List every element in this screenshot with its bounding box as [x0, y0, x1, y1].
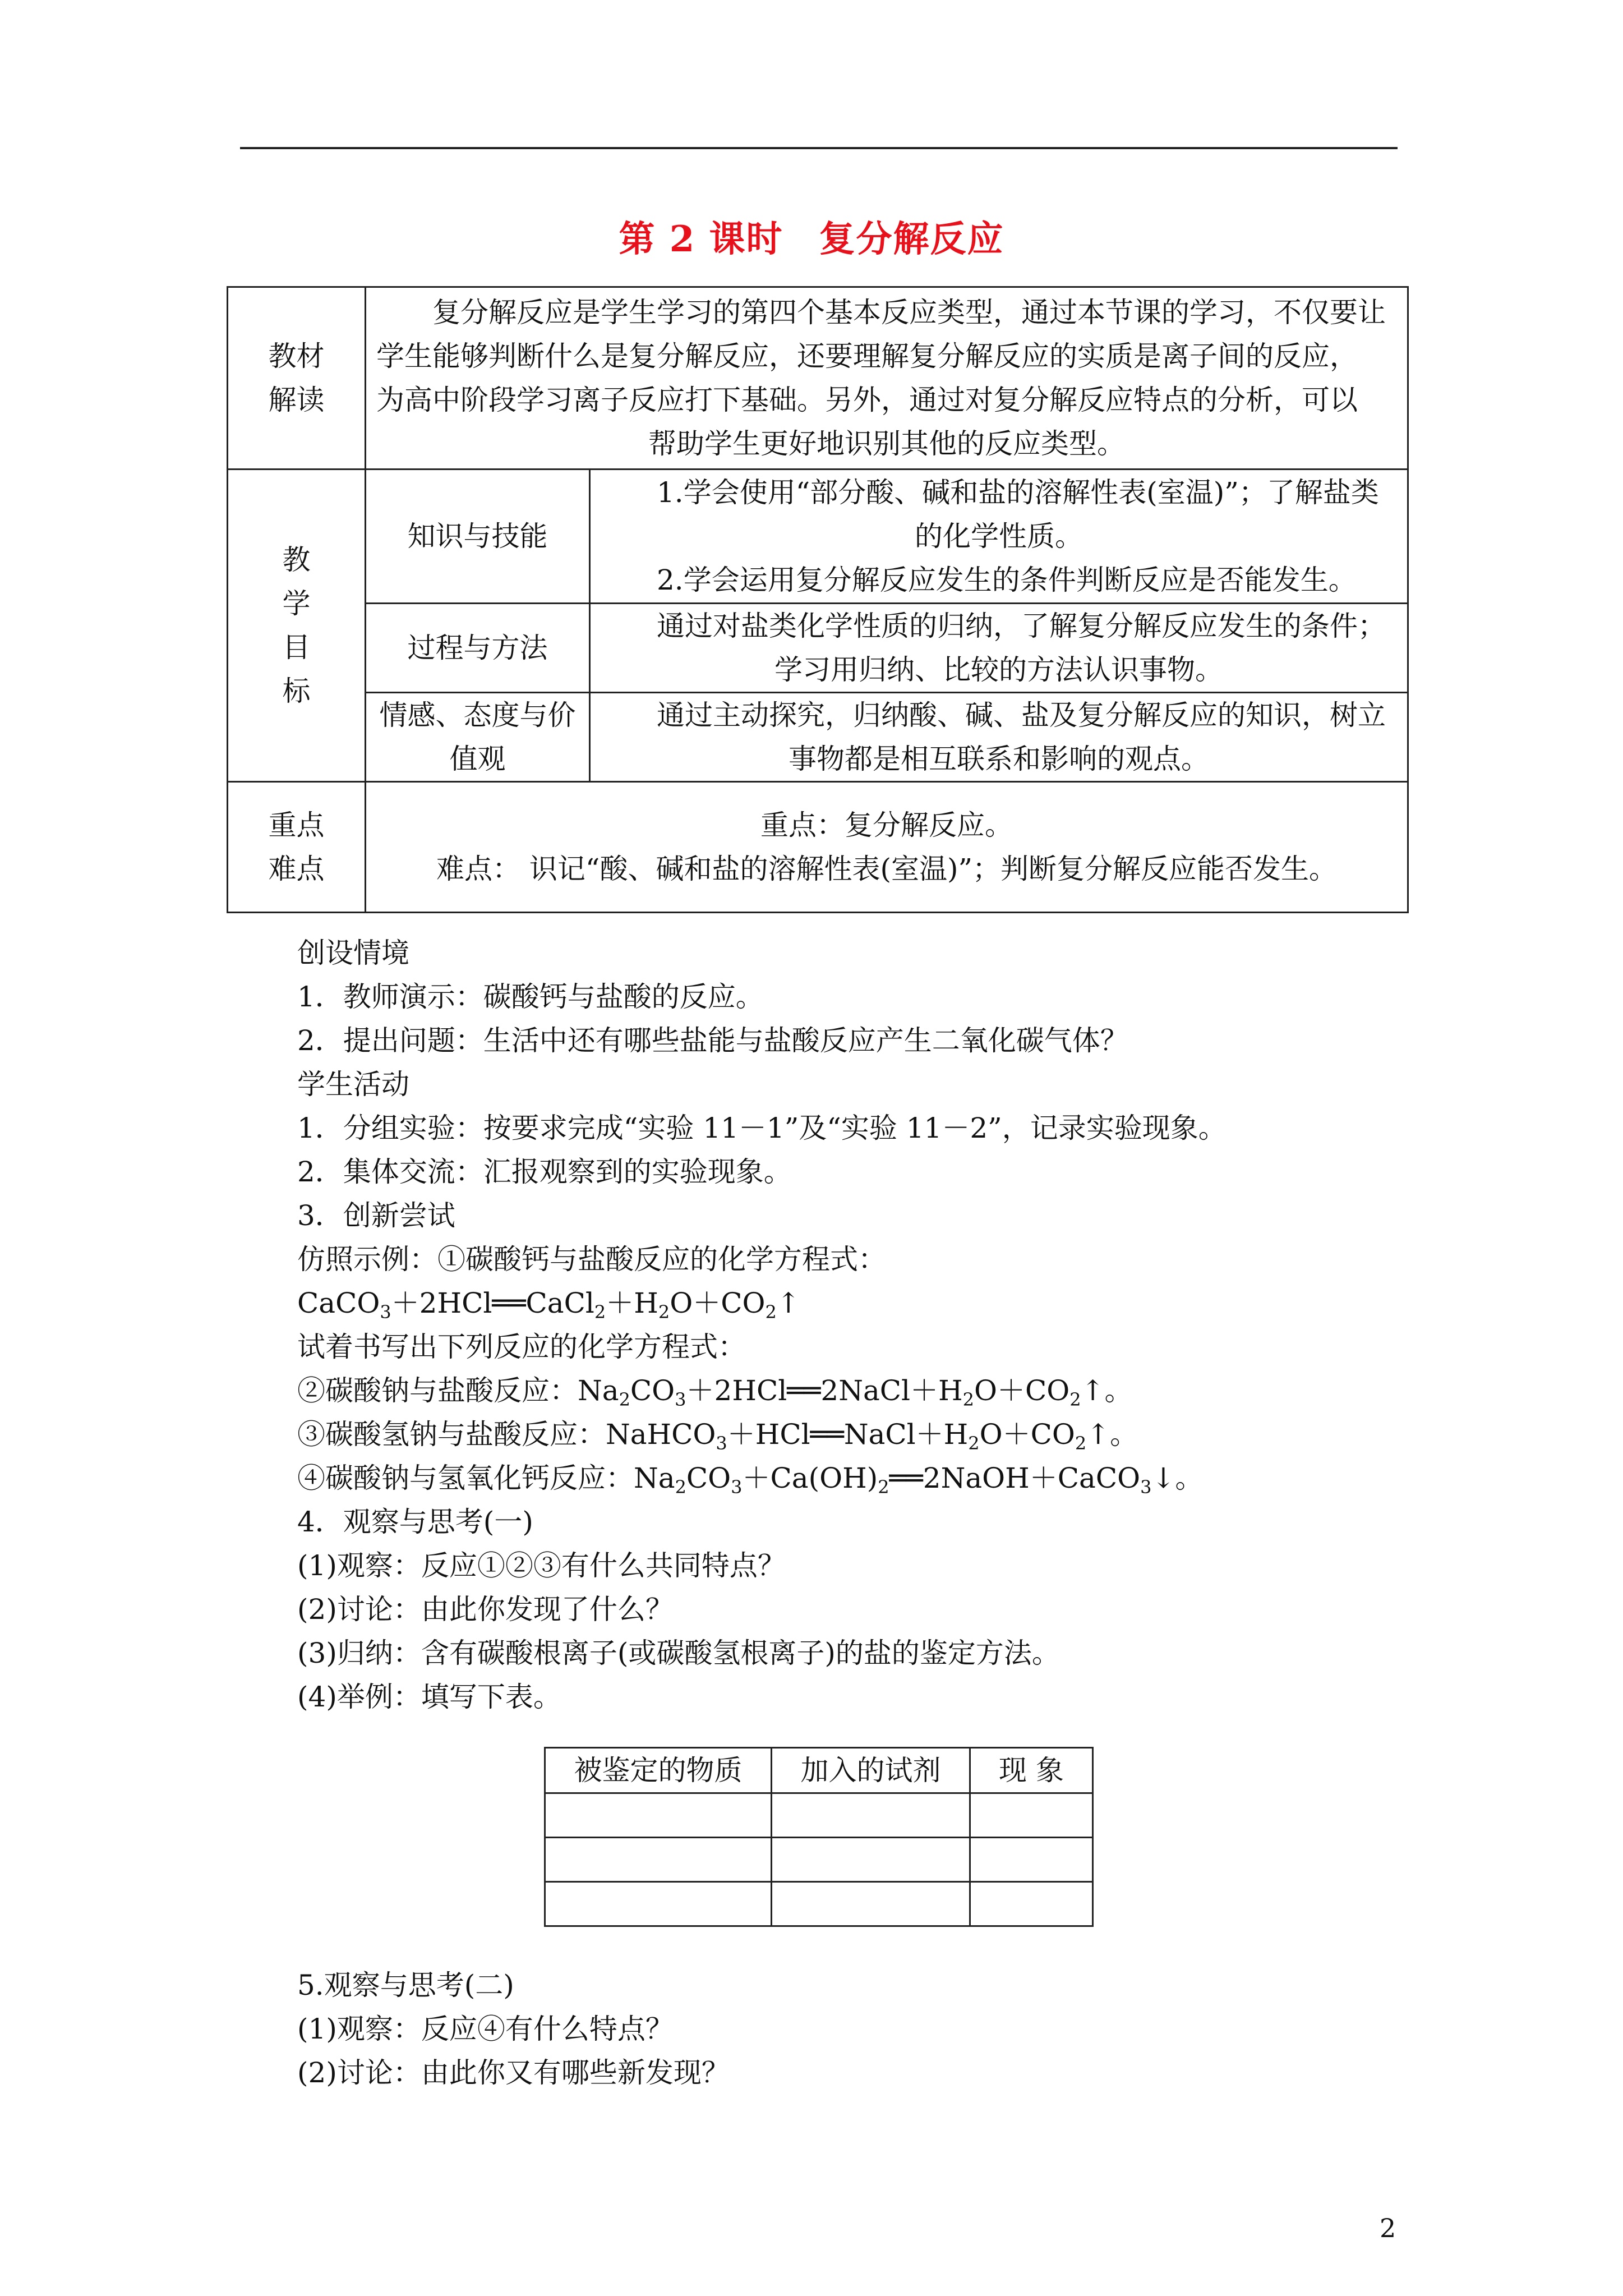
text-line: 学习用归纳、比较的方法认识事物。	[774, 654, 1223, 686]
header-substance: 被鉴定的物质	[545, 1748, 772, 1793]
header-reagent: 加入的试剂	[772, 1748, 970, 1793]
body-line: 2．提出问题：生活中还有哪些盐能与盐酸反应产生二氧化碳气体？	[297, 1024, 1128, 1057]
body-line: 1．教师演示：碳酸钙与盐酸的反应。	[297, 981, 764, 1013]
label-line: 值观	[449, 743, 506, 775]
text-line: 复分解反应是学生学习的第四个基本反应类型，通过本节课的学习，不仅要让	[432, 296, 1386, 329]
title-topic: 复分解反应	[819, 218, 1004, 260]
blank-cell[interactable]	[772, 1793, 970, 1838]
table-row	[545, 1882, 1093, 1926]
label-line: 教材	[268, 340, 325, 372]
page-title	[0, 210, 1623, 262]
equation-3: ③碳酸氢钠与盐酸反应：$NaHCO_3+HCl══NaCl+H_2O+CO_2↑$。	[297, 1418, 1138, 1454]
body-line: (1)观察：反应①②③有什么共同特点？	[297, 1549, 786, 1582]
textbook-row	[228, 287, 1408, 470]
blank-cell[interactable]	[545, 1838, 772, 1882]
process-methods-label: 过程与方法	[366, 604, 590, 693]
text-line: 帮助学生更好地识别其他的反应类型。	[648, 427, 1125, 460]
lesson-plan-table	[227, 286, 1409, 913]
goal-row-attitude	[228, 693, 1408, 782]
table-header-row	[545, 1748, 1093, 1793]
label-line: 目	[282, 631, 311, 664]
label-line: 教	[282, 544, 311, 576]
body-line: (4)举例：填写下表。	[297, 1681, 561, 1713]
text-line: 2.学会运用复分解反应发生的条件判断反应是否能发生。	[657, 564, 1357, 596]
blank-cell[interactable]	[970, 1882, 1093, 1926]
text-line: 难点： 识记“酸、碱和盐的溶解性表(室温)”；判断复分解反应能否发生。	[436, 853, 1338, 885]
blank-cell[interactable]	[970, 1838, 1093, 1882]
section-heading: 创设情境	[297, 937, 409, 969]
table-row	[545, 1838, 1093, 1882]
attitude-values-text	[590, 693, 1408, 782]
equation-1: $CaCO_3+2HCl══CaCl_2+H_2O+CO_2↑$	[297, 1287, 800, 1323]
equation-4: ④碳酸钠与氢氧化钙反应：$Na_2CO_3+Ca(OH)_2══2NaOH+CaCO_3↓$。	[297, 1462, 1204, 1498]
goal-row-process	[228, 604, 1408, 693]
text-line: 事物都是相互联系和影响的观点。	[789, 743, 1209, 775]
goal-row-knowledge	[228, 470, 1408, 604]
activity-section	[297, 931, 1419, 1719]
label-line: 解读	[268, 384, 325, 416]
section-heading: 学生活动	[297, 1068, 409, 1101]
label-line: 重点	[268, 809, 325, 841]
blank-cell[interactable]	[772, 1882, 970, 1926]
text-line: 的化学性质。	[915, 520, 1083, 553]
blank-cell[interactable]	[545, 1882, 772, 1926]
header-rule	[240, 147, 1398, 149]
body-line: 2．集体交流：汇报观察到的实验现象。	[297, 1156, 792, 1188]
text-line: 通过主动探究，归纳酸、碱、盐及复分解反应的知识，树立	[657, 699, 1386, 731]
key-points-row	[228, 782, 1408, 913]
title-lesson: 第 2 课时	[619, 218, 783, 260]
textbook-label	[228, 287, 366, 470]
text-line: 1.学会使用“部分酸、碱和盐的溶解性表(室温)”；了解盐类	[657, 476, 1379, 509]
identification-table	[544, 1747, 1094, 1927]
knowledge-skills-text	[590, 470, 1408, 604]
knowledge-skills-label: 知识与技能	[366, 470, 590, 604]
attitude-values-label	[366, 693, 590, 782]
body-line: 5.观察与思考(二)	[297, 1969, 514, 2001]
text-line: 学生能够判断什么是复分解反应，还要理解复分解反应的实质是离子间的反应，	[376, 340, 1358, 372]
body-line: (1)观察：反应④有什么特点？	[297, 2013, 674, 2045]
text-line: 为高中阶段学习离子反应打下基础。另外，通过对复分解反应特点的分析，可以	[376, 384, 1358, 416]
process-methods-text	[590, 604, 1408, 693]
table-row	[545, 1793, 1093, 1838]
goals-label	[228, 470, 366, 782]
body-line: (3)归纳：含有碳酸根离子(或碳酸氢根离子)的盐的鉴定方法。	[297, 1637, 1060, 1669]
body-line: 4．观察与思考(一)	[297, 1506, 533, 1538]
body-line: (2)讨论：由此你又有哪些新发现？	[297, 2056, 730, 2089]
observation-section-2	[297, 1963, 730, 2095]
label-line: 学	[282, 587, 311, 620]
label-line: 难点	[268, 853, 325, 885]
textbook-text	[366, 287, 1408, 470]
text-line: 通过对盐类化学性质的归纳，了解复分解反应发生的条件；	[657, 610, 1386, 642]
equation-2: ②碳酸钠与盐酸反应：$Na_2CO_3+2HCl══2NaCl+H_2O+CO_2↑$。	[297, 1374, 1133, 1410]
blank-cell[interactable]	[970, 1793, 1093, 1838]
blank-cell[interactable]	[772, 1838, 970, 1882]
text-line: 重点：复分解反应。	[760, 809, 1013, 841]
blank-cell[interactable]	[545, 1793, 772, 1838]
body-line: 仿照示例：①碳酸钙与盐酸反应的化学方程式：	[297, 1243, 886, 1276]
label-line: 标	[282, 675, 311, 707]
header-phenomenon: 现 象	[970, 1748, 1093, 1793]
label-line: 情感、态度与价	[379, 699, 576, 731]
body-line: 试着书写出下列反应的化学方程式：	[297, 1331, 746, 1363]
key-points-label	[228, 782, 366, 913]
key-points-text	[366, 782, 1408, 913]
body-line: (2)讨论：由此你发现了什么？	[297, 1593, 674, 1626]
body-line: 3．创新尝试	[297, 1199, 455, 1232]
body-line: 1．分组实验：按要求完成“实验 11－1”及“实验 11－2”，记录实验现象。	[297, 1112, 1227, 1144]
page-number: 2	[1380, 2213, 1396, 2243]
